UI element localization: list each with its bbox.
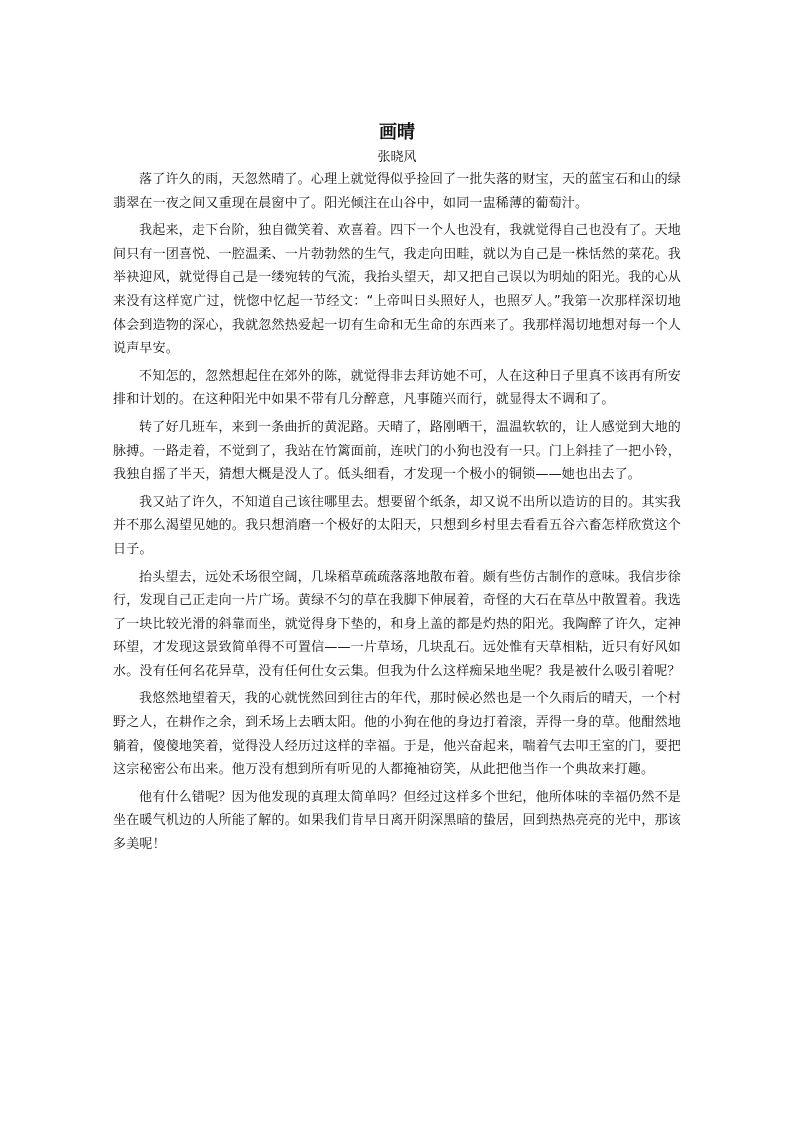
paragraph-4: 转了好几班车，来到一条曲折的黄泥路。天晴了，路刚晒干，温温软软的，让人感觉到大地的脉搏。一路走着，不觉到了，我站在竹篱面前，连吠门的小狗也没有一只。门上斜挂了一把小铃，我独自摇了半天，猜想大概是没人了。低头细看，才发现一个极小的铜锁——她也出去了。: [113, 419, 681, 483]
document-title: 画晴: [379, 122, 415, 143]
paragraph-7: 我悠然地望着天，我的心就恍然回到往古的年代，那时候必然也是一个久雨后的晴天，一个村野之人，在耕作之余，到禾场上去晒太阳。他的小狗在他的身边打着滚，弄得一身的草。他酣然地躺着，傻傻地笑着，觉得没人经历过这样的幸福。于是，他兴奋起来，喘着气去叩王室的门，要把这宗秘密公布出来。他万没有想到所有听见的人都掩袖窃笑，从此把他当作一个典故来打趣。: [113, 691, 681, 778]
document-page: [113, 118, 681, 861]
paragraph-3: 不知怎的，忽然想起住在郊外的陈，就觉得非去拜访她不可，人在这种日子里真不该再有所安排和计划的。在这种阳光中如果不带有几分醉意，凡事随兴而行，就显得太不调和了。: [113, 368, 681, 408]
paragraph-1: 落了许久的雨，天忽然晴了。心理上就觉得似乎捡回了一批失落的财宝，天的蓝宝石和山的绿翡翠在一夜之间又重现在晨窗中了。阳光倾注在山谷中，如同一盅稀薄的葡萄汁。: [113, 172, 681, 211]
document-author: 张晓风: [377, 150, 417, 165]
paragraph-2: 我起来，走下台阶，独自微笑着、欢喜着。四下一个人也没有，我就觉得自己也没有了。天地间只有一团喜悦、一腔温柔、一片勃勃然的生气，我走向田畦，就以为自己是一株恬然的菜花。我举袂迎风，就觉得自己是一缕宛转的气流，我抬头望天，却又把自己误以为明灿的阳光。我的心从来没有这样宽广过，恍惚中忆起一节经文：“上帝叫日头照好人，也照歹人。”我第一次那样深切地体会到造物的深心，我就忽然热爱起一切有生命和无生命的东西来了。我那样渴切地想对每一个人说声早安。: [113, 223, 681, 357]
paragraph-8: 他有什么错呢？因为他发现的真理太简单吗？但经过这样多个世纪，他所体味的幸福仍然不是坐在暖气机边的人所能了解的。如果我们肯早日离开阴深黑暗的蛰居，回到热热亮亮的光中，那该多美呢！: [113, 789, 681, 853]
paragraph-5: 我又站了许久，不知道自己该往哪里去。想要留个纸条，却又说不出所以造访的目的。其实我并不那么渴望见她的。我只想消磨一个极好的太阳天，只想到乡村里去看看五谷六畜怎样欣赏这个日子。: [113, 494, 681, 557]
paragraph-6: 抬头望去，远处禾场很空阔，几垛稻草疏疏落落地散布着。颇有些仿古制作的意味。我信步徐行，发现自己正走向一片广场。黄绿不匀的草在我脚下伸展着，奇怪的大石在草丛中散置着。我选了一块比较光滑的斜靠而坐，就觉得身下垫的，和身上盖的都是灼热的阳光。我陶醉了许久，定神环望，才发现这景致简单得不可置信——一片草场，几块乱石。远处惟有天草相粘，近只有好风如水。没有任何名花异草，没有任何仕女云集。但我为什么这样痴呆地坐呢？我是被什么吸引着呢？: [113, 569, 681, 679]
